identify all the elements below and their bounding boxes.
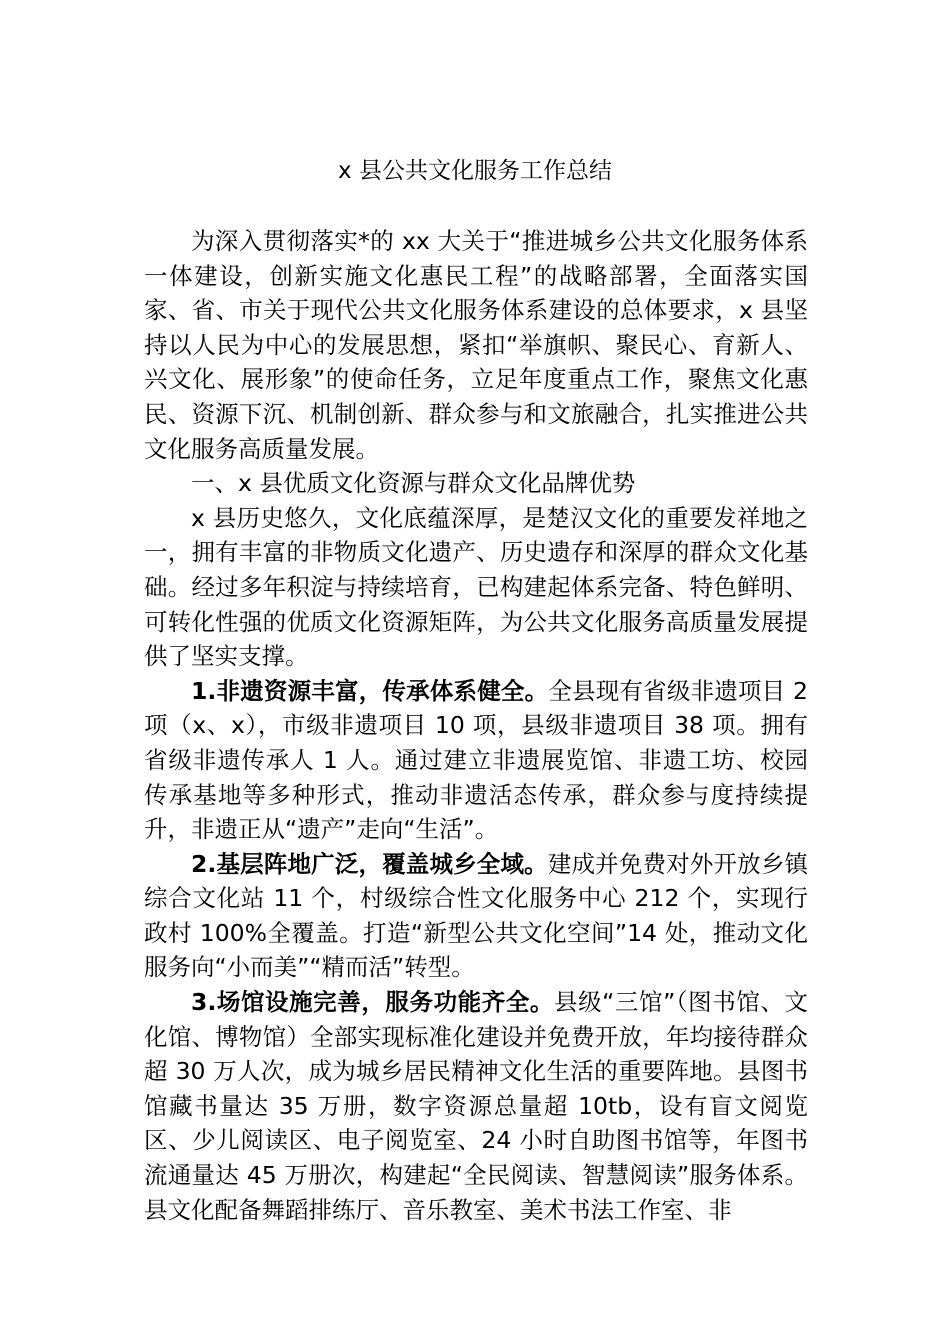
section-heading-text: 一、x 县优质文化资源与群众文化品牌优势 [191, 469, 636, 498]
paragraph-text: 为深入贯彻落实*的 xx 大关于“推进城乡公共文化服务体系一体建设，创新实施文化惠民工程”的战略部署，全面落实国家、省、市关于现代公共文化服务体系建设的总体要求，x 县坚持以人民为中心的发展思想，紧扣“举旗帜、聚民心、育新人、兴文化、展形象”的使命任务，立足年度重点工作，聚焦文化惠民、资源下沉、机制创新、群众参与和文旅融合，扎实推进公共文化服务高质量发展。 [144, 227, 808, 463]
point-paragraph-3 [144, 985, 808, 1227]
intro-paragraph [144, 224, 808, 466]
point-paragraph-2 [144, 847, 808, 985]
point-lead: 1.非遗资源丰富，传承体系健全。 [191, 676, 549, 705]
paragraph-text: 县级“三馆”（图书馆、文化馆、博物馆）全部实现标准化建设并免费开放，年均接待群众超 30 万人次，成为城乡居民精神文化生活的重要阵地。县图书馆藏书量达 35 万册，数字资源总量超 10tb，设有盲文阅览区、少儿阅读区、电子阅览室、24 小时自助图书馆等，年图书流通量达 45 万册次，构建起“全民阅读、智慧阅读”服务体系。县文化配备舞蹈排练厅、音乐教室、美术书法工作室、非 [144, 988, 808, 1224]
document-title: x 县公共文化服务工作总结 [338, 158, 612, 184]
paragraph-text: 建成并免费对外开放乡镇综合文化站 11 个，村级综合性文化服务中心 212 个，实现行政村 100%全覆盖。打造“新型公共文化空间”14 处，推动文化服务向“小而美”“精而活”转型。 [144, 849, 808, 982]
paragraph-text: x 县历史悠久，文化底蕴深厚，是楚汉文化的重要发祥地之一，拥有丰富的非物质文化遗产、历史遗存和深厚的群众文化基础。经过多年积淀与持续培育，已构建起体系完备、特色鲜明、可转化性强的优质文化资源矩阵，为公共文化服务高质量发展提供了坚实支撑。 [144, 503, 808, 671]
section-intro-paragraph [144, 501, 808, 674]
paragraph-text: 全县现有省级非遗项目 2 项（x、x），市级非遗项目 10 项，县级非遗项目 38 项。拥有省级非遗传承人 1 人。通过建立非遗展览馆、非遗工坊、校园传承基地等多种形式，推动非遗活态传承，群众参与度持续提升，非遗正从“遗产”走向“生活”。 [144, 676, 809, 844]
document-body [144, 224, 808, 1227]
point-lead: 2.基层阵地广泛，覆盖城乡全域。 [191, 849, 548, 878]
point-paragraph-1 [144, 674, 808, 847]
section-heading [144, 466, 808, 501]
point-lead: 3.场馆设施完善，服务功能齐全。 [191, 988, 554, 1017]
